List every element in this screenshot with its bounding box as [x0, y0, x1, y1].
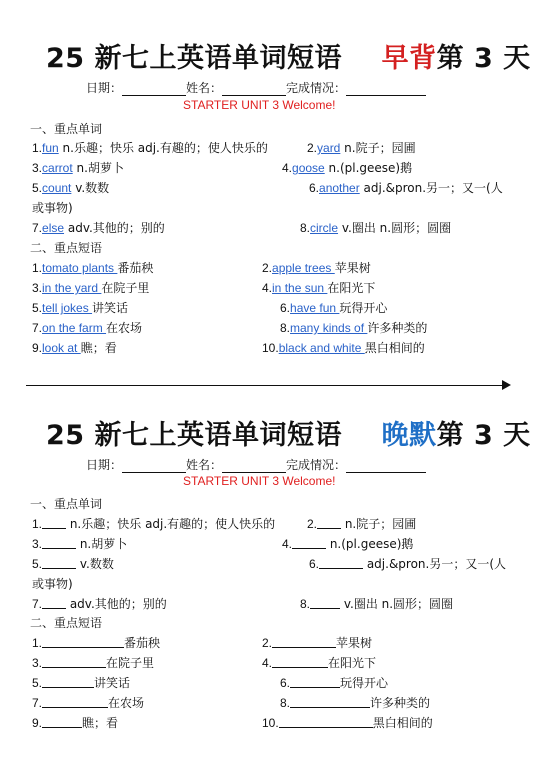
evening-word-6: 6. adj.&pron.另一；又一(人 — [309, 557, 507, 571]
evening-word-6-cont: 或事物) — [32, 577, 73, 591]
evening-word-7: 7. adv.其他的；别的 — [32, 597, 167, 611]
answer-blank[interactable] — [42, 715, 82, 728]
morning-word-8: 8.circle v.圈出 n.圆形；圆圈 — [300, 221, 452, 235]
answer-blank[interactable] — [42, 635, 124, 648]
evening-phrase-7: 7. 在农场 — [32, 696, 145, 710]
evening-word-1: 1. n.乐趣；快乐 adj.有趣的；使人快乐的 — [32, 517, 276, 531]
morning-title: 25 新七上英语单词短语 早背第 3 天 — [46, 43, 531, 74]
morning-word-6: 6.another adj.&pron.另一；又一(人 — [309, 181, 503, 195]
answer-blank[interactable] — [310, 596, 340, 609]
morning-word-4: 4.goose n.(pl.geese)鹅 — [282, 161, 413, 175]
evening-meta-line: 日期： 姓名： 完成情况： — [86, 456, 426, 473]
morning-words-heading: 一、重点单词 — [30, 122, 103, 136]
evening-phrase-2: 2. 苹果树 — [262, 636, 373, 650]
status-field[interactable] — [346, 82, 426, 96]
evening-phrase-1: 1. 番茄秧 — [32, 636, 161, 650]
evening-words-heading: 一、重点单词 — [30, 497, 103, 511]
morning-phrase-3: 3.in the yard 在院子里 — [32, 281, 150, 295]
section-divider-line — [26, 385, 504, 386]
morning-phrases-heading: 二、重点短语 — [30, 241, 103, 255]
status-field[interactable] — [346, 459, 426, 473]
answer-blank[interactable] — [292, 536, 326, 549]
morning-phrase-6: 6.have fun 玩得开心 — [280, 301, 388, 315]
answer-blank[interactable] — [319, 556, 363, 569]
answer-blank[interactable] — [272, 635, 336, 648]
morning-word-5: 5.count v.数数 — [32, 181, 110, 195]
morning-word-1: 1.fun n.乐趣；快乐 adj.有趣的；使人快乐的 — [32, 141, 268, 155]
morning-word-7: 7.else adv.其他的；别的 — [32, 221, 165, 235]
evening-unit-title: STARTER UNIT 3 Welcome! — [183, 474, 336, 488]
name-field[interactable] — [222, 459, 286, 473]
evening-word-8: 8. v.圈出 n.圆形；圆圈 — [300, 597, 454, 611]
name-field[interactable] — [222, 82, 286, 96]
answer-blank[interactable] — [42, 655, 106, 668]
answer-blank[interactable] — [42, 556, 76, 569]
evening-word-5: 5. v.数数 — [32, 557, 114, 571]
morning-title-highlight: 早背 — [381, 43, 437, 74]
morning-phrase-1: 1.tomato plants 番茄秧 — [32, 261, 154, 275]
evening-phrase-9: 9. 瞧；看 — [32, 716, 119, 730]
morning-word-6-cont: 或事物) — [32, 201, 73, 215]
morning-phrase-2: 2.apple trees 苹果树 — [262, 261, 371, 275]
answer-blank[interactable] — [272, 655, 328, 668]
answer-blank[interactable] — [290, 675, 340, 688]
morning-word-3: 3.carrot n.胡萝卜 — [32, 161, 124, 175]
answer-blank[interactable] — [42, 695, 108, 708]
answer-blank[interactable] — [42, 596, 66, 609]
evening-title: 25 新七上英语单词短语 晚默第 3 天 — [46, 420, 531, 451]
answer-blank[interactable] — [317, 516, 341, 529]
evening-phrase-3: 3. 在院子里 — [32, 656, 155, 670]
answer-blank[interactable] — [42, 675, 94, 688]
evening-phrase-4: 4. 在阳光下 — [262, 656, 377, 670]
answer-blank[interactable] — [279, 715, 373, 728]
evening-title-highlight: 晚默 — [381, 420, 437, 451]
answer-blank[interactable] — [290, 695, 370, 708]
evening-phrase-6: 6. 玩得开心 — [280, 676, 389, 690]
evening-phrase-5: 5. 讲笑话 — [32, 676, 131, 690]
morning-phrase-4: 4.in the sun 在阳光下 — [262, 281, 376, 295]
evening-word-4: 4. n.(pl.geese)鹅 — [282, 537, 414, 551]
morning-phrase-5: 5.tell jokes 讲笑话 — [32, 301, 129, 315]
date-field[interactable] — [122, 82, 186, 96]
evening-word-3: 3. n.胡萝卜 — [32, 537, 128, 551]
morning-phrase-7: 7.on the farm 在农场 — [32, 321, 143, 335]
answer-blank[interactable] — [42, 516, 66, 529]
morning-phrase-9: 9.look at 瞧；看 — [32, 341, 117, 355]
evening-phrase-8: 8. 许多种类的 — [280, 696, 431, 710]
arrow-right-icon — [502, 380, 511, 390]
morning-unit-title: STARTER UNIT 3 Welcome! — [183, 98, 336, 112]
date-field[interactable] — [122, 459, 186, 473]
morning-word-2: 2.yard n.院子；园圃 — [307, 141, 416, 155]
evening-phrases-heading: 二、重点短语 — [30, 616, 103, 630]
evening-phrase-10: 10. 黑白相间的 — [262, 716, 433, 730]
morning-phrase-8: 8.many kinds of 许多种类的 — [280, 321, 428, 335]
evening-word-2: 2. n.院子；园圃 — [307, 517, 417, 531]
morning-meta-line: 日期： 姓名： 完成情况： — [86, 79, 426, 96]
answer-blank[interactable] — [42, 536, 76, 549]
morning-phrase-10: 10.black and white 黑白相间的 — [262, 341, 425, 355]
